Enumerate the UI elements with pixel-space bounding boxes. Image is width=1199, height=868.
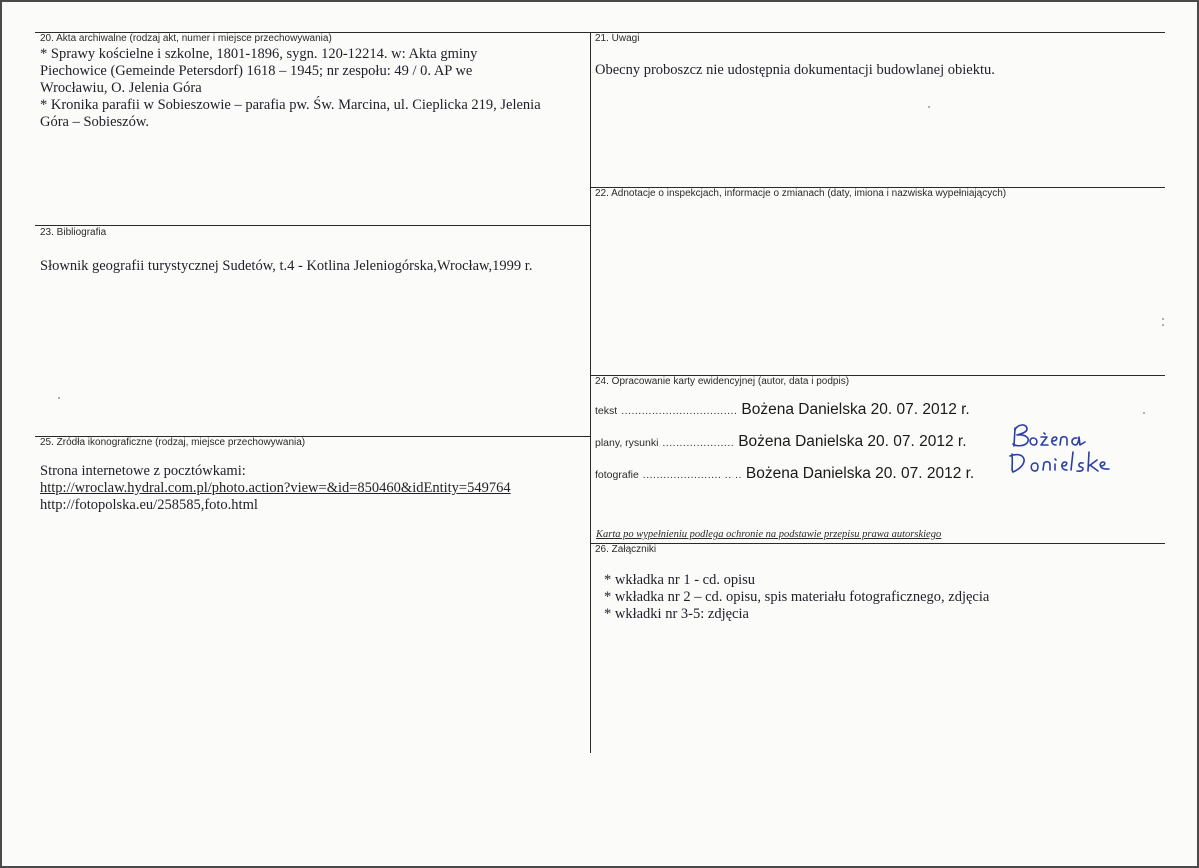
section-25-label: 25. Źródła ikonograficzne (rodzaj, miejsce przechowywania) bbox=[40, 437, 306, 448]
section-24-label: 24. Opracowanie karty ewidencyjnej (autor, data i podpis) bbox=[595, 376, 850, 387]
section-20-line: Góra – Sobieszów. bbox=[40, 114, 149, 130]
section-25-text bbox=[40, 463, 511, 514]
attachment-item: * wkładka nr 2 – cd. opisu, spis materiału fotograficznego, zdjęcia bbox=[604, 589, 990, 605]
scan-speck bbox=[1162, 324, 1164, 326]
scan-speck bbox=[928, 106, 930, 108]
author-row-value: Bożena Danielska 20. 07. 2012 r. bbox=[741, 401, 970, 418]
section-20-line: * Sprawy kościelne i szkolne, 1801-1896, sygn. 120-12214. w: Akta gminy bbox=[40, 46, 478, 62]
section-20-line: Wrocławiu, O. Jelenia Góra bbox=[40, 80, 202, 96]
section-20-line: * Kronika parafii w Sobieszowie – parafia pw. Św. Marcina, ul. Cieplicka 219, Jelenia bbox=[40, 97, 541, 113]
scan-speck bbox=[58, 397, 60, 399]
section-25-url: http://fotopolska.eu/258585,foto.html bbox=[40, 497, 258, 513]
author-row-plans bbox=[595, 433, 967, 451]
rule-23 bbox=[35, 225, 590, 226]
author-row-value: Bożena Danielska 20. 07. 2012 r. bbox=[745, 465, 975, 482]
author-row-label: plany, rysunki bbox=[595, 437, 659, 449]
section-23-label: 23. Bibliografia bbox=[40, 227, 107, 238]
author-row-value: Bożena Danielska 20. 07. 2012 r. bbox=[738, 433, 967, 450]
scan-speck bbox=[1162, 318, 1164, 320]
author-row-label: fotografie bbox=[595, 469, 639, 481]
author-row-label: tekst bbox=[595, 405, 618, 417]
attachment-item: * wkładki nr 3-5: zdjęcia bbox=[604, 606, 749, 622]
center-divider bbox=[590, 32, 591, 753]
iconography-link[interactable]: http://wroclaw.hydral.com.pl/photo.action?view=&id=850460&idEntity=549764 bbox=[40, 480, 511, 496]
section-22-label: 22. Adnotacje o inspekcjach, informacje o zmianach (daty, imiona i nazwiska wypełniających) bbox=[595, 188, 1007, 199]
author-row-dots: ..................... bbox=[662, 437, 735, 449]
author-row-text bbox=[595, 401, 970, 419]
section-26-label: 26. Załączniki bbox=[595, 544, 657, 555]
section-20-line: Piechowice (Gemeinde Petersdorf) 1618 – 1945; nr zespołu: 49 / 0. AP we bbox=[40, 63, 473, 79]
author-row-photos bbox=[595, 465, 974, 483]
rule-26 bbox=[590, 543, 1165, 544]
author-row-dots: ....................... .. .. bbox=[642, 469, 742, 481]
section-25-intro: Strona internetowe z pocztówkami: bbox=[40, 463, 246, 479]
section-23-text: Słownik geografii turystycznej Sudetów, t.4 - Kotlina Jeleniogórska,Wrocław,1999 r. bbox=[40, 258, 533, 274]
section-26-list bbox=[604, 572, 989, 623]
author-row-dots: .................................. bbox=[621, 405, 738, 417]
copyright-note: Karta po wypełnieniu podlega ochronie na podstawie przepisu prawa autorskiego bbox=[596, 529, 942, 540]
section-21-text: Obecny proboszcz nie udostępnia dokumentacji budowlanej obiektu. bbox=[595, 62, 995, 78]
section-21-label: 21. Uwagi bbox=[595, 33, 640, 44]
attachment-item: * wkładka nr 1 - cd. opisu bbox=[604, 572, 756, 588]
scan-speck bbox=[1143, 412, 1145, 414]
handwritten-signature bbox=[1005, 418, 1155, 478]
section-20-label: 20. Akta archiwalne (rodzaj akt, numer i miejsce przechowywania) bbox=[40, 33, 332, 44]
section-20-text bbox=[40, 46, 541, 131]
